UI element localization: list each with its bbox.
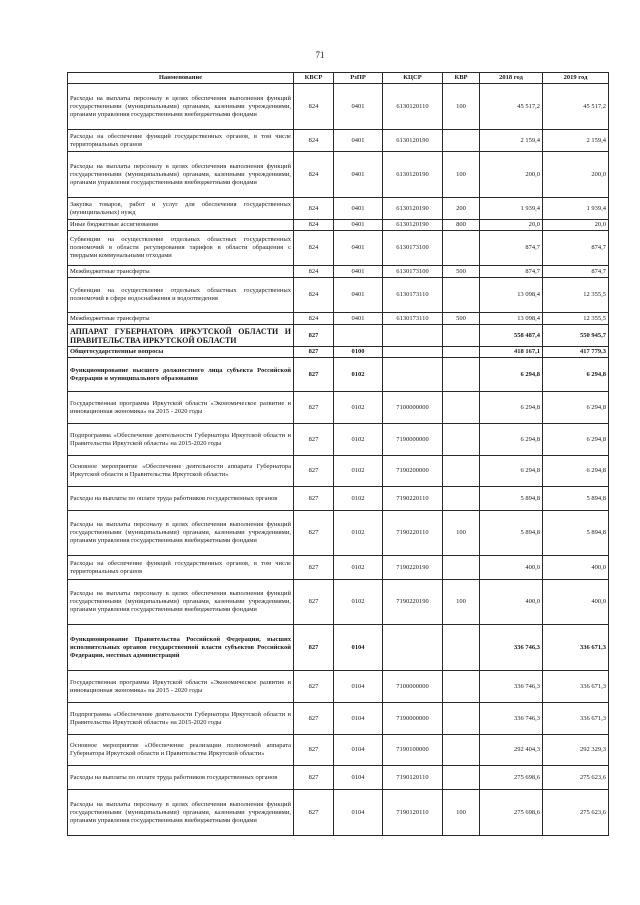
- row-kvsr: 824: [294, 266, 334, 278]
- row-value-2018: 5 894,8: [480, 487, 543, 511]
- row-value-2019: 20,0: [543, 220, 609, 231]
- row-rzpr: [334, 325, 383, 347]
- row-value-2019: 275 623,6: [543, 766, 609, 790]
- row-kvsr: 827: [294, 790, 334, 836]
- header-rzpr: РзПР: [334, 73, 383, 84]
- table-row: [68, 84, 609, 130]
- row-value-2019: 275 623,6: [543, 790, 609, 836]
- row-kvsr: 827: [294, 347, 334, 358]
- row-name: Функционирование Правительства Российской Федерации, высших исполнительных органов государственной власти субъектов Российской Федерации, местных администраций: [68, 625, 294, 671]
- row-rzpr: 0401: [334, 266, 383, 278]
- row-value-2018: 200,0: [480, 152, 543, 198]
- row-kvr: 100: [443, 580, 480, 625]
- page-number: 71: [315, 50, 325, 60]
- row-value-2019: 874,7: [543, 266, 609, 278]
- table-row: [68, 313, 609, 325]
- row-rzpr: 0401: [334, 130, 383, 152]
- row-name: Расходы на обеспечение функций государственных органов, в том числе территориальных органов: [68, 556, 294, 580]
- row-kcsr: 6130120110: [383, 84, 443, 130]
- row-value-2018: 336 746,3: [480, 703, 543, 735]
- row-kvsr: 827: [294, 424, 334, 456]
- row-kcsr: 7190120110: [383, 790, 443, 836]
- row-kvsr: 827: [294, 392, 334, 424]
- row-rzpr: 0100: [334, 347, 383, 358]
- row-value-2018: 6 294,8: [480, 358, 543, 392]
- row-value-2018: 6 294,8: [480, 424, 543, 456]
- table-row: [68, 671, 609, 703]
- row-kcsr: 6130173100: [383, 266, 443, 278]
- row-kvr: 800: [443, 220, 480, 231]
- row-value-2019: 12 355,5: [543, 313, 609, 325]
- row-rzpr: 0401: [334, 278, 383, 313]
- row-rzpr: 0104: [334, 790, 383, 836]
- header-kvsr: КВСР: [294, 73, 334, 84]
- row-value-2019: 6 294,8: [543, 456, 609, 487]
- header-kcsr: КЦСР: [383, 73, 443, 84]
- header-kvr: КВР: [443, 73, 480, 84]
- row-kvsr: 824: [294, 130, 334, 152]
- row-kvsr: 827: [294, 671, 334, 703]
- row-kcsr: 7190000000: [383, 703, 443, 735]
- row-kvr: 500: [443, 266, 480, 278]
- row-value-2019: 5 894,8: [543, 511, 609, 556]
- row-value-2018: 275 698,6: [480, 766, 543, 790]
- row-kcsr: [383, 347, 443, 358]
- row-kvsr: 824: [294, 198, 334, 220]
- row-kcsr: 6130120190: [383, 152, 443, 198]
- row-value-2018: 2 159,4: [480, 130, 543, 152]
- row-kcsr: 6130120190: [383, 220, 443, 231]
- row-rzpr: 0401: [334, 313, 383, 325]
- row-value-2019: 400,0: [543, 556, 609, 580]
- table-body: [68, 84, 609, 836]
- row-kcsr: [383, 358, 443, 392]
- row-name: Расходы на выплаты по оплате труда работников государственных органов: [68, 766, 294, 790]
- row-value-2019: 336 671,3: [543, 671, 609, 703]
- row-value-2019: 336 671,3: [543, 703, 609, 735]
- table-row: [68, 231, 609, 266]
- row-kvr: 100: [443, 152, 480, 198]
- row-value-2018: 1 939,4: [480, 198, 543, 220]
- row-value-2018: 292 404,3: [480, 735, 543, 766]
- row-name: Государственная программа Иркутской области «Экономическое развитие и инновационная экономика» на 2015 - 2020 годы: [68, 671, 294, 703]
- row-value-2019: 6 294,8: [543, 392, 609, 424]
- table-row: [68, 152, 609, 198]
- table-row: [68, 703, 609, 735]
- row-kvsr: 824: [294, 231, 334, 266]
- row-value-2019: 417 779,3: [543, 347, 609, 358]
- row-kvr: [443, 278, 480, 313]
- row-kvsr: 824: [294, 84, 334, 130]
- row-kvr: [443, 130, 480, 152]
- table-row: [68, 220, 609, 231]
- row-kcsr: 6130173110: [383, 278, 443, 313]
- row-kvsr: 827: [294, 766, 334, 790]
- table-row: [68, 790, 609, 836]
- row-kvsr: 827: [294, 358, 334, 392]
- row-kcsr: [383, 625, 443, 671]
- row-kvsr: 824: [294, 278, 334, 313]
- row-rzpr: 0401: [334, 152, 383, 198]
- row-rzpr: 0102: [334, 456, 383, 487]
- header-row: [68, 73, 609, 84]
- header-2019: 2019 год: [543, 73, 609, 84]
- row-value-2019: 292 329,3: [543, 735, 609, 766]
- row-rzpr: 0102: [334, 556, 383, 580]
- row-kcsr: 7190220110: [383, 511, 443, 556]
- row-kcsr: 7190220110: [383, 487, 443, 511]
- row-rzpr: 0401: [334, 231, 383, 266]
- row-kvsr: 827: [294, 703, 334, 735]
- row-kvr: 200: [443, 198, 480, 220]
- table-row: [68, 358, 609, 392]
- row-kvr: [443, 735, 480, 766]
- table-row: [68, 347, 609, 358]
- row-kvsr: 827: [294, 580, 334, 625]
- row-kvsr: 824: [294, 220, 334, 231]
- row-rzpr: 0102: [334, 424, 383, 456]
- row-value-2019: 12 355,5: [543, 278, 609, 313]
- row-name: Расходы на выплаты по оплате труда работников государственных органов: [68, 487, 294, 511]
- table-row: [68, 130, 609, 152]
- row-kvr: [443, 392, 480, 424]
- row-value-2018: 13 098,4: [480, 313, 543, 325]
- header-2018: 2018 год: [480, 73, 543, 84]
- row-kvr: [443, 347, 480, 358]
- row-value-2018: 20,0: [480, 220, 543, 231]
- row-value-2019: 200,0: [543, 152, 609, 198]
- row-kvr: [443, 703, 480, 735]
- row-rzpr: 0104: [334, 735, 383, 766]
- row-kvr: [443, 671, 480, 703]
- table-row: [68, 278, 609, 313]
- row-value-2018: 400,0: [480, 556, 543, 580]
- row-value-2018: 558 487,4: [480, 325, 543, 347]
- row-name: Основное мероприятие «Обеспечение деятельности аппарата Губернатора Иркутской области и Правительства Иркутской области»: [68, 456, 294, 487]
- row-value-2018: 874,7: [480, 266, 543, 278]
- row-kvsr: 827: [294, 735, 334, 766]
- row-value-2019: 5 894,8: [543, 487, 609, 511]
- row-name: Расходы на обеспечение функций государственных органов, в том числе территориальных органов: [68, 130, 294, 152]
- row-kcsr: 7100000000: [383, 671, 443, 703]
- row-kcsr: [383, 325, 443, 347]
- row-name: Расходы на выплаты персоналу в целях обеспечения выполнения функций государственными (муниципальными) органами, казенными учреждениями, органами управления государственными внебюджетными фондами: [68, 152, 294, 198]
- table-row: [68, 325, 609, 347]
- table-row: [68, 511, 609, 556]
- row-name: Расходы на выплаты персоналу в целях обеспечения выполнения функций государственными (муниципальными) органами, казенными учреждениями, органами управления государственными внебюджетными фондами: [68, 580, 294, 625]
- row-kvr: [443, 556, 480, 580]
- row-value-2018: 5 894,8: [480, 511, 543, 556]
- row-kvsr: 827: [294, 556, 334, 580]
- table-row: [68, 424, 609, 456]
- row-name: Государственная программа Иркутской области «Экономическое развитие и инновационная экономика» на 2015 - 2020 годы: [68, 392, 294, 424]
- row-kcsr: 7190200000: [383, 456, 443, 487]
- row-kcsr: 7190100000: [383, 735, 443, 766]
- row-value-2019: 874,7: [543, 231, 609, 266]
- row-kvr: 100: [443, 511, 480, 556]
- row-rzpr: 0104: [334, 671, 383, 703]
- header-name: Наименование: [68, 73, 294, 84]
- row-value-2018: 874,7: [480, 231, 543, 266]
- table-row: [68, 198, 609, 220]
- row-value-2018: 275 698,6: [480, 790, 543, 836]
- row-kvsr: 827: [294, 511, 334, 556]
- table-row: [68, 392, 609, 424]
- row-kcsr: 7190120110: [383, 766, 443, 790]
- row-rzpr: 0102: [334, 487, 383, 511]
- row-name: Субвенции на осуществление отдельных областных государственных полномочий в области регулирования тарифов в области обращения с твердыми коммунальными отходами: [68, 231, 294, 266]
- row-kvr: [443, 625, 480, 671]
- row-name: Межбюджетные трансферты: [68, 266, 294, 278]
- row-kcsr: 6130120190: [383, 198, 443, 220]
- row-name: Иные бюджетные ассигнования: [68, 220, 294, 231]
- row-value-2019: 400,0: [543, 580, 609, 625]
- row-kvsr: 827: [294, 487, 334, 511]
- row-rzpr: 0102: [334, 511, 383, 556]
- row-kvsr: 827: [294, 325, 334, 347]
- row-name: АППАРАТ ГУБЕРНАТОРА ИРКУТСКОЙ ОБЛАСТИ И ПРАВИТЕЛЬСТВА ИРКУТСКОЙ ОБЛАСТИ: [68, 325, 294, 347]
- row-value-2018: 336 746,3: [480, 671, 543, 703]
- row-value-2018: 6 294,8: [480, 392, 543, 424]
- row-name: Субвенции на осуществление отдельных областных государственных полномочий в сфере водоснабжения и водоотведения: [68, 278, 294, 313]
- row-name: Основное мероприятие «Обеспечение реализации полномочий аппарата Губернатора Иркутской области и Правительства Иркутской области»: [68, 735, 294, 766]
- row-kvr: 100: [443, 790, 480, 836]
- budget-table: [67, 72, 609, 836]
- row-rzpr: 0102: [334, 358, 383, 392]
- row-value-2018: 13 098,4: [480, 278, 543, 313]
- row-kvr: [443, 456, 480, 487]
- row-value-2018: 336 746,3: [480, 625, 543, 671]
- row-name: Расходы на выплаты персоналу в целях обеспечения выполнения функций государственными (муниципальными) органами, казенными учреждениями, органами управления государственными внебюджетными фондами: [68, 790, 294, 836]
- row-kvsr: 824: [294, 313, 334, 325]
- table-row: [68, 766, 609, 790]
- row-rzpr: 0102: [334, 392, 383, 424]
- row-value-2019: 6 294,8: [543, 424, 609, 456]
- row-value-2019: 45 517,2: [543, 84, 609, 130]
- row-rzpr: 0401: [334, 84, 383, 130]
- table-row: [68, 625, 609, 671]
- row-value-2018: 6 294,8: [480, 456, 543, 487]
- row-kcsr: 7190220190: [383, 556, 443, 580]
- row-kvsr: 824: [294, 152, 334, 198]
- row-rzpr: 0104: [334, 766, 383, 790]
- row-name: Расходы на выплаты персоналу в целях обеспечения выполнения функций государственными (муниципальными) органами, казенными учреждениями, органами управления государственными внебюджетными фондами: [68, 84, 294, 130]
- row-kcsr: 6130173110: [383, 313, 443, 325]
- row-kvr: [443, 766, 480, 790]
- row-rzpr: 0104: [334, 703, 383, 735]
- row-value-2019: 336 671,3: [543, 625, 609, 671]
- table-row: [68, 580, 609, 625]
- row-kcsr: 7190220190: [383, 580, 443, 625]
- row-value-2018: 400,0: [480, 580, 543, 625]
- row-name: Функционирование высшего должностного лица субъекта Российской Федерации и муниципального образования: [68, 358, 294, 392]
- row-value-2019: 550 945,7: [543, 325, 609, 347]
- row-kvsr: 827: [294, 456, 334, 487]
- row-kvsr: 827: [294, 625, 334, 671]
- row-kvr: [443, 358, 480, 392]
- table-row: [68, 556, 609, 580]
- row-rzpr: 0102: [334, 580, 383, 625]
- row-name: Расходы на выплаты персоналу в целях обеспечения выполнения функций государственными (муниципальными) органами, казенными учреждениями, органами управления государственными внебюджетными фондами: [68, 511, 294, 556]
- row-kvr: [443, 231, 480, 266]
- row-rzpr: 0401: [334, 198, 383, 220]
- row-rzpr: 0401: [334, 220, 383, 231]
- row-kvr: 500: [443, 313, 480, 325]
- table-row: [68, 487, 609, 511]
- row-kvr: [443, 487, 480, 511]
- row-name: Подпрограмма «Обеспечение деятельности Губернатора Иркутской области и Правительства Иркутской области» на 2015-2020 годы: [68, 703, 294, 735]
- row-value-2018: 45 517,2: [480, 84, 543, 130]
- table-row: [68, 456, 609, 487]
- row-kvr: [443, 325, 480, 347]
- row-kvr: 100: [443, 84, 480, 130]
- table-row: [68, 735, 609, 766]
- row-value-2019: 6 294,8: [543, 358, 609, 392]
- row-kvr: [443, 424, 480, 456]
- row-rzpr: 0104: [334, 625, 383, 671]
- row-name: Подпрограмма «Обеспечение деятельности Губернатора Иркутской области и Правительства Иркутской области» на 2015-2020 годы: [68, 424, 294, 456]
- row-name: Межбюджетные трансферты: [68, 313, 294, 325]
- row-kcsr: 7190000000: [383, 424, 443, 456]
- row-value-2019: 1 939,4: [543, 198, 609, 220]
- row-kcsr: 7100000000: [383, 392, 443, 424]
- row-name: Общегосударственные вопросы: [68, 347, 294, 358]
- row-kcsr: 6130173100: [383, 231, 443, 266]
- row-name: Закупка товаров, работ и услуг для обеспечения государственных (муниципальных) нужд: [68, 198, 294, 220]
- row-value-2018: 418 167,1: [480, 347, 543, 358]
- table-row: [68, 266, 609, 278]
- row-kcsr: 6130120190: [383, 130, 443, 152]
- row-value-2019: 2 159,4: [543, 130, 609, 152]
